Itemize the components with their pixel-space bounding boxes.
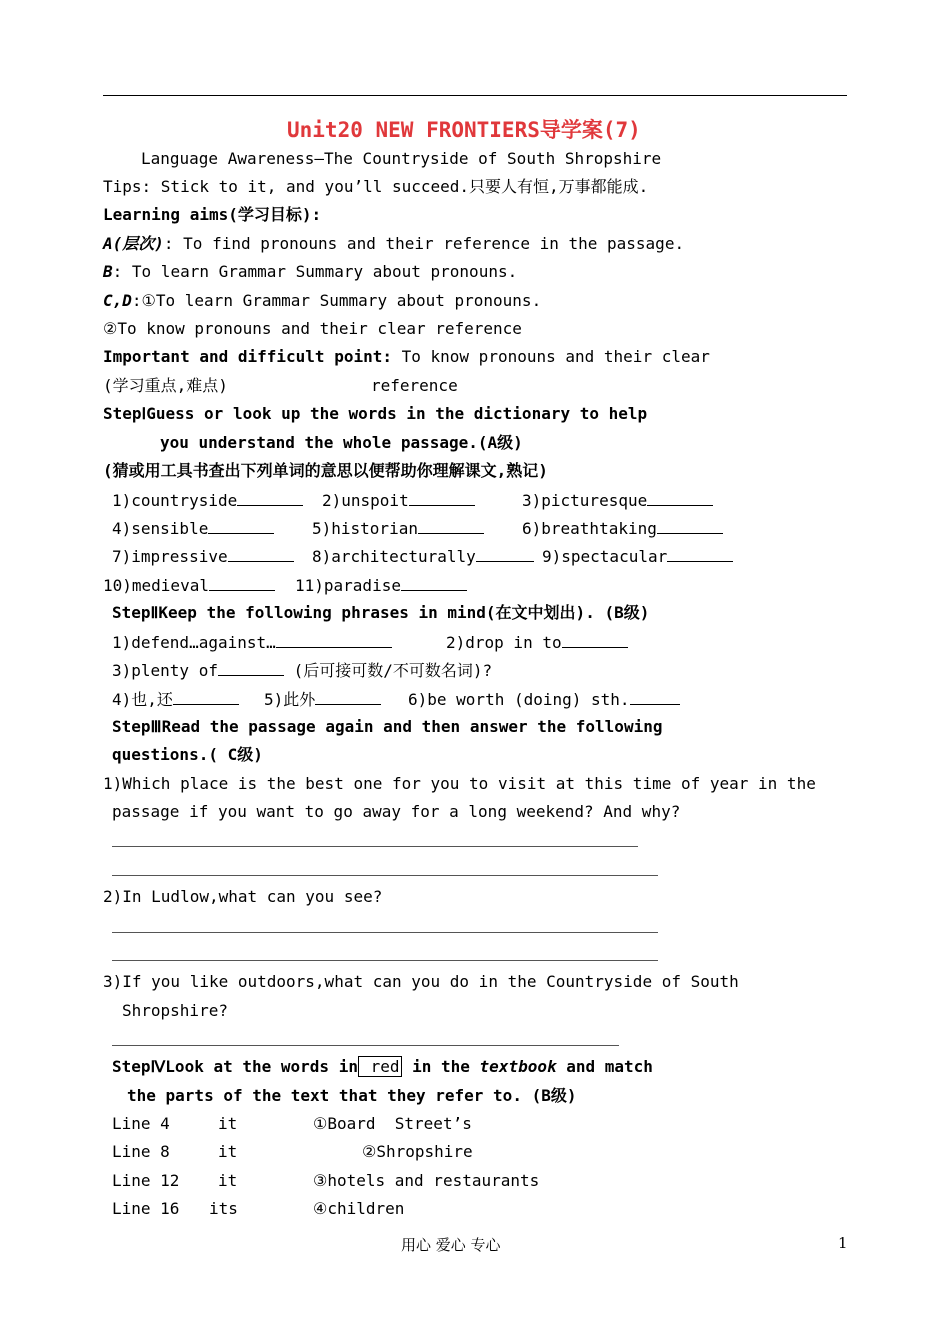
- match-word: it: [218, 1171, 238, 1190]
- word-item: 4)sensible: [112, 518, 274, 539]
- step4-heading: StepⅣLook at the words in red in the textbook and match: [112, 1057, 653, 1076]
- step1-heading-2: you understand the whole passage.(A级): [160, 433, 523, 452]
- aim-cd-2: ②To know pronouns and their clear reference: [103, 319, 522, 338]
- step3-heading-2: questions.( C级): [112, 745, 263, 764]
- aim-b-text: : To learn Grammar Summary about pronouns.: [112, 262, 518, 281]
- match-ref: ②Shropshire: [362, 1142, 473, 1161]
- phrase-item: 3)plenty of (后可接可数/不可数名词)?: [112, 661, 493, 680]
- word-item: 6)breathtaking: [522, 518, 723, 539]
- textbook-word: textbook: [479, 1057, 557, 1076]
- header-rule: [103, 95, 847, 96]
- footer-motto: 用心 爱心 专心: [401, 1236, 501, 1254]
- page-number: 1: [838, 1234, 848, 1252]
- phrase-item: 4)也,还: [112, 689, 239, 710]
- word-item: 9)spectacular: [542, 546, 733, 567]
- step2-heading: StepⅡKeep the following phrases in mind(在文中划出). (B级): [112, 603, 650, 622]
- important-point: [103, 347, 710, 367]
- phrase-item: 6)be worth (doing) sth.: [408, 689, 680, 710]
- word-item: 1)countryside: [112, 490, 303, 511]
- aim-cd: [103, 291, 541, 311]
- important-text: To know pronouns and their clear: [391, 347, 710, 366]
- aim-b: [103, 262, 517, 282]
- match-line: Line 16: [112, 1199, 180, 1218]
- question-3: 3)If you like outdoors,what can you do in the Countryside of South: [103, 972, 739, 991]
- aim-b-label: B: [103, 262, 113, 281]
- phrase-item: 5)此外: [264, 689, 381, 710]
- match-ref: ①Board Street’s: [313, 1114, 472, 1133]
- answer-line[interactable]: [112, 932, 658, 933]
- answer-line[interactable]: [112, 960, 658, 961]
- answer-line[interactable]: [112, 875, 658, 876]
- aim-cd-label: C,D: [103, 291, 132, 310]
- step1-heading: StepⅠGuess or look up the words in the dictionary to help: [103, 404, 648, 423]
- aim-a-text: : To find pronouns and their reference in the passage.: [163, 234, 685, 253]
- word-item: 10)medieval: [103, 575, 275, 596]
- red-word-box: red: [358, 1056, 403, 1077]
- step4-heading-2: the parts of the text that they refer to. (B级): [127, 1086, 577, 1105]
- match-line: Line 8: [112, 1142, 170, 1161]
- match-ref: ③hotels and restaurants: [313, 1171, 540, 1190]
- word-item: 5)historian: [312, 518, 484, 539]
- important-label: Important and difficult point:: [103, 347, 392, 366]
- word-item: 11)paradise: [295, 575, 467, 596]
- word-item: 2)unspoit: [322, 490, 475, 511]
- phrase-item: 1)defend…against…: [112, 632, 392, 653]
- word-item: 7)impressive: [112, 546, 294, 567]
- page-title: Unit20 NEW FRONTIERS导学案(7): [287, 118, 641, 142]
- aim-cd-text: :①To learn Grammar Summary about pronouns.: [131, 291, 542, 310]
- aim-a-label: A(层次): [103, 234, 164, 253]
- match-word: it: [218, 1114, 238, 1133]
- tips: Tips: Stick to it, and you’ll succeed.只要人有恒,万事都能成.: [103, 177, 649, 196]
- question-1-cont: passage if you want to go away for a long weekend? And why?: [112, 802, 681, 821]
- subtitle: Language Awareness—The Countryside of South Shropshire: [141, 149, 662, 168]
- question-3-cont: Shropshire?: [122, 1001, 228, 1020]
- match-line: Line 12: [112, 1171, 180, 1190]
- match-ref: ④children: [313, 1199, 405, 1218]
- match-word: it: [218, 1142, 238, 1161]
- word-item: 3)picturesque: [522, 490, 713, 511]
- word-item: 8)architecturally: [312, 546, 534, 567]
- aims-heading: Learning aims(学习目标):: [103, 205, 322, 224]
- match-word: its: [209, 1199, 238, 1218]
- aim-a: [103, 234, 684, 254]
- important-label-cn: (学习重点,难点): [103, 376, 228, 395]
- answer-line[interactable]: [112, 1045, 619, 1046]
- question-2: 2)In Ludlow,what can you see?: [103, 887, 383, 906]
- question-1: 1)Which place is the best one for you to visit at this time of year in the: [103, 774, 816, 793]
- answer-line[interactable]: [112, 846, 638, 847]
- important-text-2: reference: [371, 376, 458, 395]
- step1-instruction: (猜或用工具书查出下列单词的意思以便帮助你理解课文,熟记): [103, 461, 548, 480]
- phrase-item: 2)drop in to: [446, 632, 628, 653]
- step3-heading: StepⅢRead the passage again and then answer the following: [112, 717, 663, 736]
- match-line: Line 4: [112, 1114, 170, 1133]
